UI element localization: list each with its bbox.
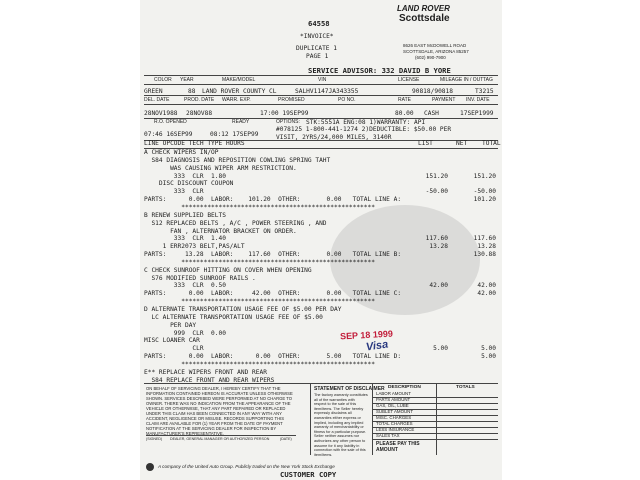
val-mileage: 90818/90818 (412, 88, 453, 95)
hdr-make: MAKE/MODEL (222, 77, 256, 83)
brand-logo-line2: Scottsdale (399, 13, 450, 24)
brand-address1: 8626 EAST McDOWELL ROAD (403, 43, 467, 48)
summary-desc-hdr: DESCRIPTION (388, 385, 421, 390)
hdr-ready: READY (232, 119, 250, 125)
line-text: 1 ERR2073 BELT,PAS/ALT (144, 243, 245, 251)
line-net-amount: 151.20 (473, 172, 496, 180)
line-text: **************************************************** (144, 360, 375, 368)
summary-row-label: MISC. CHARGES (376, 415, 412, 420)
col-hdr-total: TOTAL (482, 140, 501, 147)
line-text: B RENEW SUPPLIED BELTS (144, 211, 226, 219)
disclaimer-title: STATEMENT OF DISCLAIMER (314, 386, 385, 392)
line-net-amount: 5.00 (481, 345, 496, 353)
line-text: E** REPLACE WIPERS FRONT AND REAR (144, 368, 267, 376)
certification-text: ON BEHALF OF SERVICING DEALER, I HEREBY CERTIFY THAT THE INFORMATION CONTAINED HEREON IS ACCURATE UNLESS OTHERWISE SHOWN. SERVICES DESCRIBED WERE PERFORMED AT NO CHARGE TO OWNER. THERE WAS NO INDICATION FROM THE APPEARANCE OF THE VEHICLE OR OTHERWISE, THAT ANY PART REPAIRED OR REPLACED UNDER THIS CLAIM HAS BEEN CONNECTED IN ANY WAY WITH ANY ACCIDENT, NEGLIGENCE OR MISUSE. RECORDS SUPPORTING THIS CLAIM ARE AVAILABLE FOR (1) YEAR FROM THE DATE OF PAYMENT NOTIFICATION AT THE SERVICING DEALER FOR INSPECTION BY MANUFACTURER'S REPRESENTATIVE. (146, 386, 293, 436)
hdr-color: COLOR (154, 77, 172, 83)
hdr-vin: VIN (318, 77, 327, 83)
hdr-inv-date: INV. DATE (466, 97, 490, 103)
val-ready: 08:12 17SEP99 (210, 131, 259, 138)
options-line-1: STK:5551A ENG:08 1)WARRANTY: API (306, 119, 426, 126)
line-text: PARTS: 0.00 LABOR: 101.20 OTHER: 0.00 TOTAL LINE A: (144, 196, 402, 204)
hdr-po: PO NO. (338, 97, 356, 103)
hdr-ro-opened: R.O. OPENED (154, 119, 187, 125)
service-advisor: SERVICE ADVISOR: 332 DAVID B YORE (308, 66, 451, 75)
sign-label-date: (DATE) (280, 437, 292, 441)
line-net-amount: 117.60 (473, 235, 496, 243)
col-hdr-list: LIST (418, 140, 433, 147)
document-number: 64558 (308, 19, 330, 28)
line-list-amount: 117.60 (425, 235, 448, 243)
line-text: PARTS: 0.00 LABOR: 42.00 OTHER: 0.00 TOTAL LINE C: (144, 290, 402, 298)
line-net-amount: 101.20 (473, 196, 496, 204)
sign-label-signed: (SIGNED) (146, 437, 163, 441)
options-line-3: VISIT, 2YRS/24,000 MILES, 3140R (276, 134, 392, 141)
summary-row-label: SUBLET AMOUNT (376, 409, 414, 414)
line-list-amount: 42.00 (429, 282, 448, 290)
summary-row-label: GAS, OIL, LUBE (376, 403, 409, 408)
footer-company: A company of the United Auto Group. Publicly traded on the New York Stock Exchange (158, 464, 335, 469)
val-inv-date: 17SEP1999 (460, 110, 494, 117)
line-list-amount: 13.28 (429, 243, 448, 251)
hdr-options: OPTIONS: (276, 119, 300, 125)
col-hdr-net: NET (456, 140, 468, 147)
line-text: **************************************************** (144, 258, 375, 266)
handwritten-signature: Visa (365, 338, 389, 354)
val-rate: 80.00 (395, 110, 414, 117)
brand-logo-line1: LAND ROVER (397, 4, 450, 13)
line-text: 999 CLR 0.00 (144, 329, 226, 337)
hdr-payment: PAYMENT (432, 97, 456, 103)
hdr-promised: PROMISED (278, 97, 305, 103)
hdr-prod-date: PROD. DATE (184, 97, 215, 103)
line-text: **************************************************** (144, 298, 375, 306)
val-promised: 17:00 19SEP99 (260, 110, 309, 117)
line-text: LC ALTERNATE TRANSPORTATION USAGE FEE OF $5.00 (144, 313, 323, 321)
line-text: A CHECK WIPERS IN/OP (144, 149, 219, 156)
duplicate-label: DUPLICATE 1 (296, 45, 337, 52)
line-net-amount: -50.00 (473, 188, 496, 196)
val-color: GREEN (144, 88, 163, 95)
line-list-amount: -50.00 (425, 188, 448, 196)
line-text: S12 REPLACED BELTS , A/C , POWER STEERING , AND (144, 219, 327, 227)
line-net-amount: 130.88 (473, 251, 496, 259)
line-text: FAN , ALTERNATOR BRACKET ON ORDER. (144, 227, 297, 235)
line-list-amount: 151.20 (425, 172, 448, 180)
line-text: 333 CLR 1.40 (144, 235, 226, 243)
hdr-warr-exp: WARR. EXP. (222, 97, 251, 103)
summary-total-hdr: TOTALS (456, 385, 475, 390)
line-text: PARTS: 0.00 LABOR: 0.00 OTHER: 5.00 TOTAL LINE D: (144, 353, 402, 361)
line-text: S76 MODIFIED SUNROOF RAILS . (144, 274, 256, 282)
val-payment: CASH (424, 110, 439, 117)
line-text: 333 CLR (144, 188, 204, 196)
line-text: **************************************************** (144, 203, 375, 211)
summary-row-divider (372, 439, 498, 440)
val-del-date: 28NOV1988 (144, 110, 178, 117)
hdr-tag: TAG (483, 77, 493, 83)
val-year: 88 (188, 88, 196, 95)
line-text: DISC DISCOUNT COUPON (144, 180, 234, 188)
line-text: WAS CAUSING WIPER ARM RESTRICTION. (144, 164, 297, 172)
val-vin: SALHV1147JA343355 (295, 88, 359, 95)
hdr-rate: RATE (398, 97, 411, 103)
summary-row-label: LESS INSURANCE (376, 427, 415, 432)
hdr-license: LICENSE (398, 77, 420, 83)
summary-row-label: LABOR AMOUNT (376, 391, 411, 396)
page-label: PAGE 1 (306, 53, 329, 60)
val-ro-opened: 07:46 16SEP99 (144, 131, 193, 138)
summary-row-label: PARTS AMOUNT (376, 397, 411, 402)
received-date-stamp: SEP 18 1999 (339, 328, 394, 342)
line-net-amount: 5.00 (481, 353, 496, 361)
line-text: 333 CLR 1.80 (144, 172, 226, 180)
summary-row-label: TOTAL CHARGES (376, 421, 413, 426)
invoice-page (140, 0, 502, 480)
sign-label-dealer: DEALER, GENERAL MANAGER OR AUTHORIZED PERSON (170, 437, 270, 441)
line-list-amount: 5.00 (433, 345, 448, 353)
line-text: S84 REPLACE FRONT AND REAR WIPERS (144, 376, 275, 384)
line-net-amount: 13.28 (477, 243, 496, 251)
col-hdr-line: LINE OPCODE TECH TYPE HOURS (144, 140, 245, 147)
line-net-amount: 42.00 (477, 290, 496, 298)
customer-copy: CUSTOMER COPY (280, 470, 337, 479)
val-tag: T3215 (475, 88, 494, 95)
line-net-amount: 42.00 (477, 282, 496, 290)
line-text: 333 CLR 0.50 (144, 282, 226, 290)
line-text: C CHECK SUNROOF HITTING ON COVER WHEN OPENING (144, 266, 312, 274)
line-text: PARTS: 13.28 LABOR: 117.60 OTHER: 0.00 TOTAL LINE B: (144, 251, 402, 259)
brand-address2: SCOTTSDALE, ARIZONA 85257 (403, 49, 469, 54)
line-text: D ALTERNATE TRANSPORTATION USAGE FEE OF $5.00 PER DAY (144, 306, 342, 313)
line-text: MISC LOANER CAR (144, 337, 200, 345)
uag-logo-icon (146, 463, 154, 471)
line-text: PER DAY (144, 321, 197, 329)
brand-phone: (602) 990-7900 (415, 55, 446, 60)
invoice-title: *INVOICE* (300, 33, 334, 40)
line-text: CLR (144, 345, 204, 353)
please-pay-label: PLEASE PAY THIS AMOUNT (376, 441, 420, 453)
hdr-del-date: DEL. DATE (144, 97, 170, 103)
hdr-year: YEAR (180, 77, 194, 83)
line-text: S84 DIAGNOSIS AND REPOSITION COWLING SPRING TAHT (144, 156, 331, 164)
val-prod-date: 28NOV88 (186, 110, 213, 117)
val-make: LAND ROVER COUNTY CL (202, 88, 277, 95)
summary-row-label: SALES TAX (376, 433, 400, 438)
options-line-2: #078125 1-800-441-1274 2)DEDUCTIBLE: $50.00 PER (276, 126, 452, 133)
hdr-mileage: MILEAGE IN / OUT (440, 77, 484, 83)
disclaimer-text: The factory warranty constitutes all of the warranties with respect to the sale of this item/items. The Seller hereby expressly disclaims all warranties either express or implied, including any implied warranty of merchantability or fitness for a particular purpose. Seller neither assumes nor authorizes any other person to assume for it any liability in connection with the sale of this item/items. (314, 393, 368, 457)
